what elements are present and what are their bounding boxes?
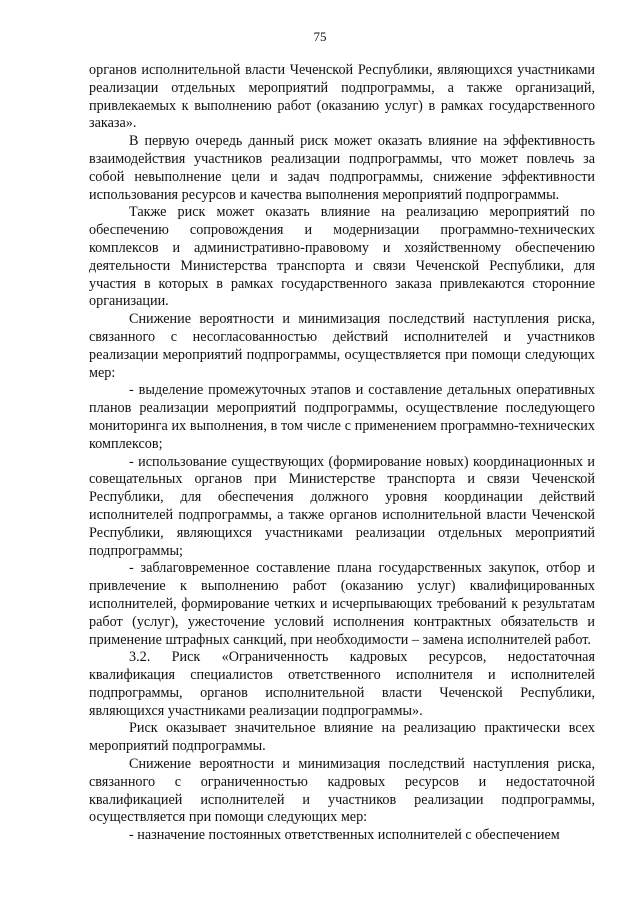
paragraph-2: В первую очередь данный риск может оказать влияние на эффективность взаимодействия участников реализации подпрограммы, что может повлечь за собой невыполнение цели и задач подпрограммы, снижение эффективности использования ресурсов и качества выполнения мероприятий подпрограммы. xyxy=(89,133,595,203)
page-number: 75 xyxy=(313,29,327,44)
paragraph-1: органов исполнительной власти Чеченской Республики, являющихся участниками реализации отдельных мероприятий подпрограммы, а также организаций, привлекаемых к выполнению работ (оказанию услуг) в рамках государственного заказа». xyxy=(89,62,595,132)
list-item-3: - заблаговременное составление плана государственных закупок, отбор и привлечение к выполнению работ (оказанию услуг) квалифицированных исполнителей, формирование четких и исчерпывающих требований к результатам работ (услуг), ужесточение условий исполнения контрактных обязательств и применение штрафных санкций, при необходимости – замена исполнителей работ. xyxy=(89,560,595,648)
list-item-2: - использование существующих (формирование новых) координационных и совещательных органов при Министерстве транспорта и связи Чеченской Республики, для обеспечения должного уровня координации действий исполнителей подпрограммы, а также органов исполнительной власти Чеченской Республики, являющихся участниками реализации отдельных мероприятий подпрограммы; xyxy=(89,453,595,559)
paragraph-3: Также риск может оказать влияние на реализацию мероприятий по обеспечению сопровождения и модернизации программно-технических комплексов и административно-правовому и хозяйственному обеспечению деятельности Министерства транспорта и связи Чеченской Республики, для участия в которых в рамках государственного заказа привлекаются сторонние организации. xyxy=(89,204,595,310)
list-item-4: - назначение постоянных ответственных исполнителей с обеспечением xyxy=(129,827,560,844)
section-heading-3-2: 3.2. Риск «Ограниченность кадровых ресурсов, недостаточная квалификация специалистов ответственного исполнителя и исполнителей подпрограммы, органов исполнительной власти Чеченской Республики, являющихся участниками реализации подпрограммы». xyxy=(89,649,595,719)
list-item-1: - выделение промежуточных этапов и составление детальных оперативных планов реализации мероприятий подпрограммы, осуществление последующего мониторинга их выполнения, в том числе с применением программно-технических комплексов; xyxy=(89,382,595,452)
paragraph-5: Риск оказывает значительное влияние на реализацию практически всех мероприятий подпрограммы. xyxy=(89,720,595,755)
paragraph-6: Снижение вероятности и минимизация последствий наступления риска, связанного с ограниченностью кадровых ресурсов и недостаточной квалификацией исполнителей и участников реализации подпрограммы, осуществляется при помощи следующих мер: xyxy=(89,756,595,826)
paragraph-4: Снижение вероятности и минимизация последствий наступления риска, связанного с несогласованностью действий исполнителей и участников реализации мероприятий подпрограммы, осуществляется при помощи следующих мер: xyxy=(89,311,595,381)
document-body xyxy=(89,62,595,845)
